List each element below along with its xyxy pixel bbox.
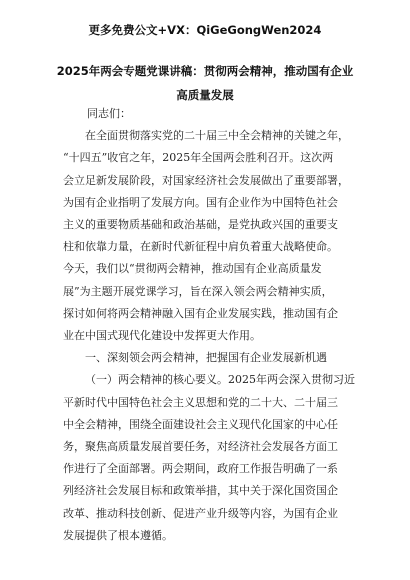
text-line: 会立足新发展阶段，对国家经济社会发展做出了重要部署， — [63, 173, 349, 187]
text-line: 主义的重要物质基础和政治基础，是党执政兴国的重要支 — [63, 218, 338, 232]
text-line: 列经济社会发展目标和政策举措，其中关于深化国资国企 — [63, 484, 338, 498]
text-line: 改革、推动科技创新、促进产业升级等内容，为国有企业 — [63, 506, 338, 520]
section-heading — [63, 347, 353, 369]
text-line: 务，聚焦高质量发展首要任务，对经济社会发展各方面工 — [63, 440, 338, 454]
text-line: 为国有企业指明了发展方向。国有企业作为中国特色社会 — [63, 195, 338, 209]
section-heading-text: 一、深刻领会两会精神，把握国有企业发展新机遇 — [85, 351, 327, 365]
text-line: 在全面贯彻落实党的二十届三中全会精神的关键之年， — [85, 129, 349, 143]
paragraph-core-essence — [63, 369, 353, 547]
text-line: 今天，我们以“贯彻两会精神，推动国有企业高质量发 — [63, 262, 322, 276]
document-title-line-1: 2025年两会专题党课讲稿：贯彻两会精神，推动国有企业 — [56, 64, 354, 78]
promo-header: 更多免费公文+VX：QiGeGongWen2024 — [88, 23, 322, 37]
text-line: 探讨如何将两会精神融入国有企业发展实践，推动国有企 — [63, 306, 338, 320]
document-title-line-2: 高质量发展 — [176, 88, 234, 102]
text-line: 展”为主题开展党课学习，旨在深入领会两会精神实质， — [63, 284, 333, 298]
paragraph-intro — [63, 125, 353, 347]
text-line: 平新时代中国特色社会主义思想和党的二十大、二十届三 — [63, 395, 338, 409]
text-line: 业在中国式现代化建设中发挥更大作用。 — [63, 329, 261, 343]
salutation: 同志们： — [87, 107, 131, 120]
document-body — [63, 103, 353, 547]
text-line: （一）两会精神的核心要义。2025年两会深入贯彻习近 — [85, 373, 355, 387]
text-line: 作进行了全面部署。两会期间，政府工作报告明确了一系 — [63, 462, 338, 476]
text-line: 柱和依靠力量，在新时代新征程中肩负着重大战略使命。 — [63, 240, 338, 254]
text-line: 中全会精神，围绕全面建设社会主义现代化国家的中心任 — [63, 417, 338, 431]
text-line: 发展提供了根本遵循。 — [63, 528, 173, 542]
text-line: “十四五”收官之年，2025年全国两会胜利召开。这次两 — [63, 151, 334, 165]
